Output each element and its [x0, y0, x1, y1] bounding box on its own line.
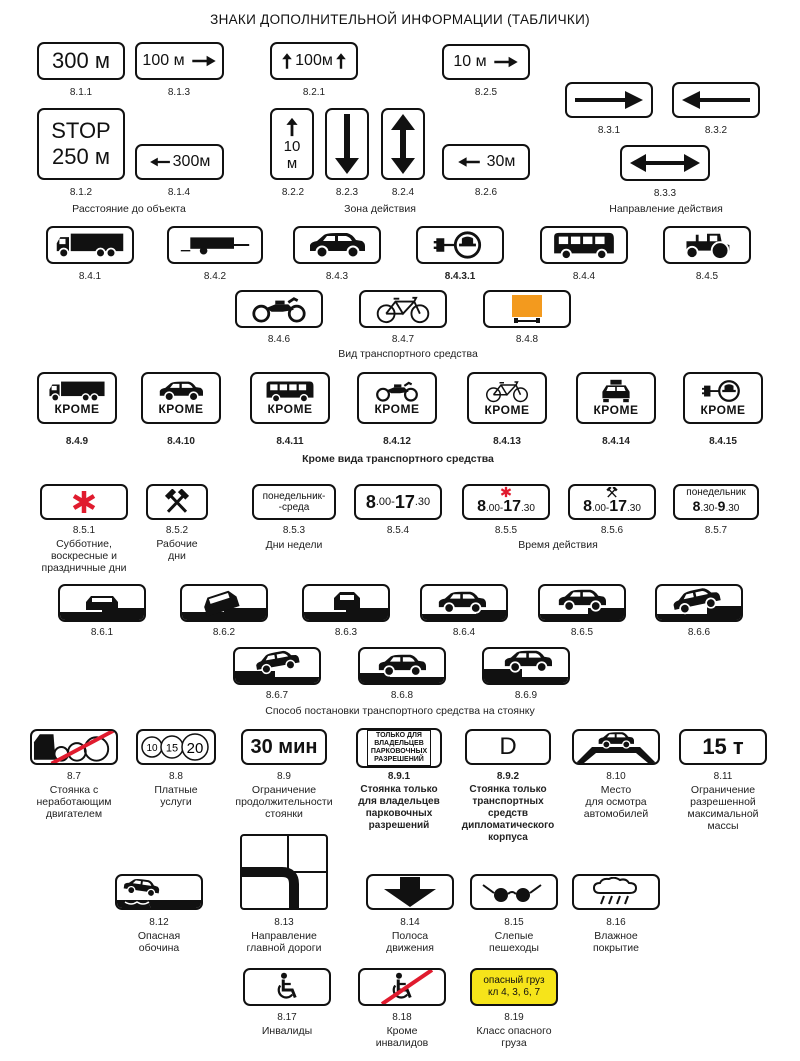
- parking-sidewalk-icon: [60, 586, 144, 620]
- page-title: ЗНАКИ ДОПОЛНИТЕЛЬНОЙ ИНФОРМАЦИИ (ТАБЛИЧКИ): [210, 12, 590, 27]
- sign-caption: Слепые пешеходы: [489, 930, 539, 954]
- group-caption: Направление действия: [609, 203, 723, 215]
- sign-8-2-3: [325, 108, 369, 180]
- sign-8-4-12: [357, 372, 437, 424]
- sign-text: 10: [283, 138, 301, 155]
- sign-code: 8.14: [400, 917, 420, 928]
- sign-code: 8.5.5: [494, 525, 518, 536]
- sign-8-2-5: [442, 44, 530, 80]
- sign-8-5-7: понедельник 8.30-9.30: [673, 484, 759, 520]
- sign-8-4-1: [46, 226, 134, 264]
- svg-text:20: 20: [186, 740, 204, 757]
- sign-text: КРОМЕ: [374, 402, 420, 416]
- sign-code: 8.1.3: [167, 87, 191, 98]
- sign-8-7: [30, 729, 118, 765]
- parking-sidewalk-icon: [484, 649, 568, 683]
- motorcycle-icon: [250, 295, 308, 323]
- hammers-icon: [162, 489, 192, 515]
- sign-code: 8.2.4: [391, 187, 415, 198]
- group-caption: Способ постановки транспортного средства на стоянку: [265, 705, 535, 717]
- sign-caption: Субботние, воскресные и праздничные дни: [41, 538, 127, 574]
- sign-caption: Полоса движения: [386, 930, 434, 954]
- tractor-icon: [679, 230, 735, 260]
- sign-code: 8.4.11: [276, 436, 304, 447]
- except-disabled-icon: [360, 970, 444, 1004]
- sign-8-5-1: [40, 484, 128, 520]
- sign-caption: Место для осмотра автомобилей: [583, 784, 649, 820]
- sign-text: КРОМЕ: [267, 402, 313, 416]
- sign-code: 8.4.10: [167, 436, 195, 447]
- sign-8-5-3: понедельник- -среда: [252, 484, 336, 520]
- sign-code: 8.2.6: [474, 187, 498, 198]
- parking-tilted-icon: [235, 649, 319, 683]
- asterisk-icon: [499, 486, 513, 498]
- sign-caption: Направление главной дороги: [246, 930, 322, 954]
- sign-8-5-5: 8.00-17.30: [462, 484, 550, 520]
- sign-8-19: опасный груз кл 4, 3, 6, 7: [470, 968, 558, 1006]
- truck-icon: [55, 231, 125, 259]
- sign-code: 8.4.9: [65, 436, 89, 447]
- arrow-up-icon: [281, 50, 293, 72]
- sign-caption: Рабочие дни: [156, 538, 198, 562]
- sign-code: 8.2.2: [281, 187, 305, 198]
- sign-code: 8.12: [149, 917, 169, 928]
- sign-8-9-1: ТОЛЬКО ДЛЯ ВЛАДЕЛЬЦЕВ ПАРКОВОЧНЫХ РАЗРЕШЕНИЙ: [356, 728, 442, 768]
- sign-text: КРОМЕ: [54, 402, 100, 416]
- sign-8-12: [115, 874, 203, 910]
- arrow-right-icon: [191, 54, 217, 68]
- parking-sidewalk-icon: [422, 586, 506, 620]
- sign-code: 8.9.2: [496, 771, 520, 782]
- sign-code: 8.5.6: [600, 525, 624, 536]
- sign-code: 8.6.5: [570, 627, 594, 638]
- sign-8-16: [572, 874, 660, 910]
- sign-code: 8.1.2: [69, 187, 93, 198]
- sign-caption: Класс опасного груза: [476, 1025, 552, 1049]
- sign-code: 8.4.6: [267, 334, 291, 345]
- sign-8-5-6: 8.00-17.30: [568, 484, 656, 520]
- sign-code: 8.1.4: [167, 187, 191, 198]
- sign-8-4-3-1: [416, 226, 504, 264]
- sign-code: 8.10: [606, 771, 626, 782]
- engine-off-icon: [32, 730, 116, 764]
- sign-text: 10 м: [453, 53, 487, 70]
- sign-code: 8.9.1: [387, 771, 411, 782]
- sign-8-4-3: [293, 226, 381, 264]
- sign-code: 8.6.2: [212, 627, 236, 638]
- sign-8-3-1: [565, 82, 653, 118]
- sign-8-6-2: [180, 584, 268, 622]
- sign-8-6-4: [420, 584, 508, 622]
- sign-code: 8.9: [277, 771, 291, 782]
- arrow-up-icon: [335, 50, 347, 72]
- sign-code: 8.15: [504, 917, 524, 928]
- sign-caption: Ограничение продолжительности стоянки: [235, 784, 333, 820]
- electric-car-icon: [699, 379, 747, 403]
- sign-code: 8.4.14: [602, 436, 630, 447]
- sign-8-6-6: [655, 584, 743, 622]
- arrow-left-icon: [680, 88, 752, 112]
- rain-cloud-icon: [588, 877, 644, 907]
- sign-8-4-14: [576, 372, 656, 424]
- parking-sidewalk-icon: [304, 586, 388, 620]
- sign-code: 8.6.3: [334, 627, 358, 638]
- sign-caption: Кроме инвалидов: [375, 1025, 429, 1049]
- arrow-updown-icon: [388, 112, 418, 176]
- sign-text: КРОМЕ: [158, 402, 204, 416]
- sign-8-1-1: [37, 42, 125, 80]
- sign-code: 8.4.15: [709, 436, 737, 447]
- sign-code: 8.4.3: [325, 271, 349, 282]
- sign-8-1-2: [37, 108, 125, 180]
- sign-8-4-9: [37, 372, 117, 424]
- sign-8-4-7: [359, 290, 447, 328]
- sign-code: 8.4.12: [383, 436, 411, 447]
- bicycle-icon: [374, 294, 432, 324]
- arrow-right-icon: [493, 55, 519, 69]
- sign-code: 8.6.8: [390, 690, 414, 701]
- sign-8-10: [572, 729, 660, 765]
- group-caption: Кроме вида транспортного средства: [302, 453, 494, 465]
- sign-8-6-5: [538, 584, 626, 622]
- sign-code: 8.2.3: [335, 187, 359, 198]
- main-road-direction-icon: [242, 836, 326, 908]
- sign-8-18: [358, 968, 446, 1006]
- sign-caption: Опасная обочина: [137, 930, 181, 954]
- hazard-plate-icon: [510, 293, 544, 325]
- sign-8-15: [470, 874, 558, 910]
- electric-car-icon: [429, 230, 491, 260]
- sign-8-4-15: [683, 372, 763, 424]
- sign-text: м: [286, 155, 298, 172]
- bus-icon: [262, 380, 318, 402]
- sign-8-6-9: [482, 647, 570, 685]
- sign-caption: Ограничение разрешенной максимальной массы: [687, 784, 759, 832]
- sign-8-6-1: [58, 584, 146, 622]
- sign-code: 8.1.1: [69, 87, 93, 98]
- sign-8-1-4: [135, 144, 224, 180]
- sign-8-13: [240, 834, 328, 910]
- sign-8-5-2: [146, 484, 208, 520]
- group-caption: Расстояние до объекта: [72, 203, 186, 215]
- sign-code: 8.6.6: [687, 627, 711, 638]
- sign-code: 8.6.9: [514, 690, 538, 701]
- sign-8-4-4: [540, 226, 628, 264]
- sign-text: 30м: [486, 153, 516, 170]
- sign-8-6-8: [358, 647, 446, 685]
- arrow-right-icon: [573, 88, 645, 112]
- inspection-ramp-icon: [574, 731, 658, 763]
- sign-code: 8.18: [392, 1012, 412, 1023]
- sign-8-1-3: [135, 42, 224, 80]
- sign-code: 8.4.7: [391, 334, 415, 345]
- sign-caption: Дни недели: [265, 539, 323, 551]
- sign-code: 8.17: [277, 1012, 297, 1023]
- sign-8-3-3: [620, 145, 710, 181]
- arrow-down-icon: [380, 877, 440, 907]
- sign-8-4-2: [167, 226, 263, 264]
- sign-code: 8.13: [274, 917, 294, 928]
- sign-code: 8.3.2: [704, 125, 728, 136]
- arrow-down-icon: [332, 112, 362, 176]
- sign-text: 300 м: [52, 48, 110, 73]
- sign-code: 8.5.2: [165, 525, 189, 536]
- sign-8-4-5: [663, 226, 751, 264]
- sign-code: 8.16: [606, 917, 626, 928]
- car-icon: [157, 380, 205, 402]
- dangerous-shoulder-icon: [117, 876, 201, 908]
- parking-tilted-icon: [182, 586, 266, 620]
- hammers-icon: [605, 487, 619, 498]
- arrow-both-icon: [628, 151, 702, 175]
- sign-code: 8.6.7: [265, 690, 289, 701]
- sign-8-6-3: [302, 584, 390, 622]
- parking-tilted-icon: [657, 586, 741, 620]
- sign-caption: Стоянка с неработающим двигателем: [36, 784, 112, 820]
- sign-text: 100м: [295, 52, 333, 69]
- sign-code: 8.4.3.1: [444, 271, 476, 282]
- asterisk-icon: [71, 489, 97, 515]
- sign-8-3-2: [672, 82, 760, 118]
- blind-glasses-icon: [479, 879, 549, 905]
- coins-icon: [138, 732, 214, 762]
- sign-8-6-7: [233, 647, 321, 685]
- svg-text:10: 10: [146, 743, 158, 754]
- sign-code: 8.3.1: [597, 125, 621, 136]
- sign-8-4-6: [235, 290, 323, 328]
- sign-8-4-13: [467, 372, 547, 424]
- bus-icon: [551, 231, 617, 259]
- sign-code: 8.2.5: [474, 87, 498, 98]
- sign-code: 8.4.5: [695, 271, 719, 282]
- sign-caption: Инвалиды: [261, 1025, 313, 1037]
- sign-8-4-8: [483, 290, 571, 328]
- sign-8-2-6: [442, 144, 530, 180]
- svg-text:15: 15: [165, 742, 179, 755]
- sign-caption: Стоянка только для владельцев парковочных разрешений: [358, 784, 440, 831]
- sign-code: 8.5.1: [72, 525, 96, 536]
- sign-code: 8.6.1: [90, 627, 114, 638]
- sign-caption: Платные услуги: [154, 784, 198, 808]
- sign-code: 8.4.8: [515, 334, 539, 345]
- sign-8-2-4: [381, 108, 425, 180]
- truck-icon: [48, 380, 106, 402]
- sign-text: КРОМЕ: [700, 403, 746, 417]
- sign-code: 8.8: [169, 771, 183, 782]
- arrow-left-icon: [457, 155, 481, 169]
- sign-8-8: [136, 729, 216, 765]
- sign-code: 8.5.4: [386, 525, 410, 536]
- car-icon: [306, 231, 368, 259]
- group-caption: Вид транспортного средства: [338, 348, 478, 360]
- sign-code: 8.5.7: [704, 525, 728, 536]
- sign-caption: Влажное покрытие: [592, 930, 640, 954]
- sign-8-5-4: 8 .00- 17 .30: [354, 484, 442, 520]
- sign-8-2-1: [270, 42, 358, 80]
- sign-code: 8.4.13: [493, 436, 521, 447]
- sign-caption: Стоянка только транспортных средств дипломатического корпуса: [461, 784, 555, 843]
- sign-text: КРОМЕ: [593, 403, 639, 417]
- sign-8-9-2: D: [465, 729, 551, 765]
- sign-code: 8.19: [504, 1012, 524, 1023]
- sign-code: 8.5.3: [282, 525, 306, 536]
- sign-8-4-11: [250, 372, 330, 424]
- sign-text: 300м: [172, 153, 211, 170]
- group-caption: Время действия: [518, 539, 598, 551]
- sign-text: 100 м: [142, 52, 185, 69]
- wheelchair-icon: [272, 972, 302, 1002]
- sign-code: 8.2.1: [302, 87, 326, 98]
- parking-sidewalk-icon: [360, 649, 444, 683]
- parking-sidewalk-icon: [540, 586, 624, 620]
- sign-8-4-10: [141, 372, 221, 424]
- sign-8-2-2: [270, 108, 314, 180]
- sign-8-9: 30 мин: [241, 729, 327, 765]
- sign-8-17: [243, 968, 331, 1006]
- arrow-left-icon: [149, 155, 171, 169]
- arrow-up-icon: [285, 116, 299, 138]
- trailer-icon: [177, 233, 253, 257]
- motorcycle-icon: [373, 380, 421, 402]
- sign-code: 8.4.4: [572, 271, 596, 282]
- group-caption: Зона действия: [344, 203, 416, 215]
- sign-code: 8.4.2: [203, 271, 227, 282]
- sign-code: 8.6.4: [452, 627, 476, 638]
- sign-code: 8.3.3: [653, 188, 677, 199]
- taxi-icon: [600, 379, 632, 403]
- sign-text: STOP: [51, 118, 111, 143]
- sign-code: 8.7: [67, 771, 81, 782]
- sign-8-11: 15 т: [679, 729, 767, 765]
- sign-text: 250 м: [52, 144, 110, 169]
- sign-code: 8.4.1: [78, 271, 102, 282]
- sign-8-14: [366, 874, 454, 910]
- sign-code: 8.11: [713, 771, 733, 782]
- sign-text: КРОМЕ: [484, 403, 530, 417]
- bicycle-icon: [483, 379, 531, 403]
